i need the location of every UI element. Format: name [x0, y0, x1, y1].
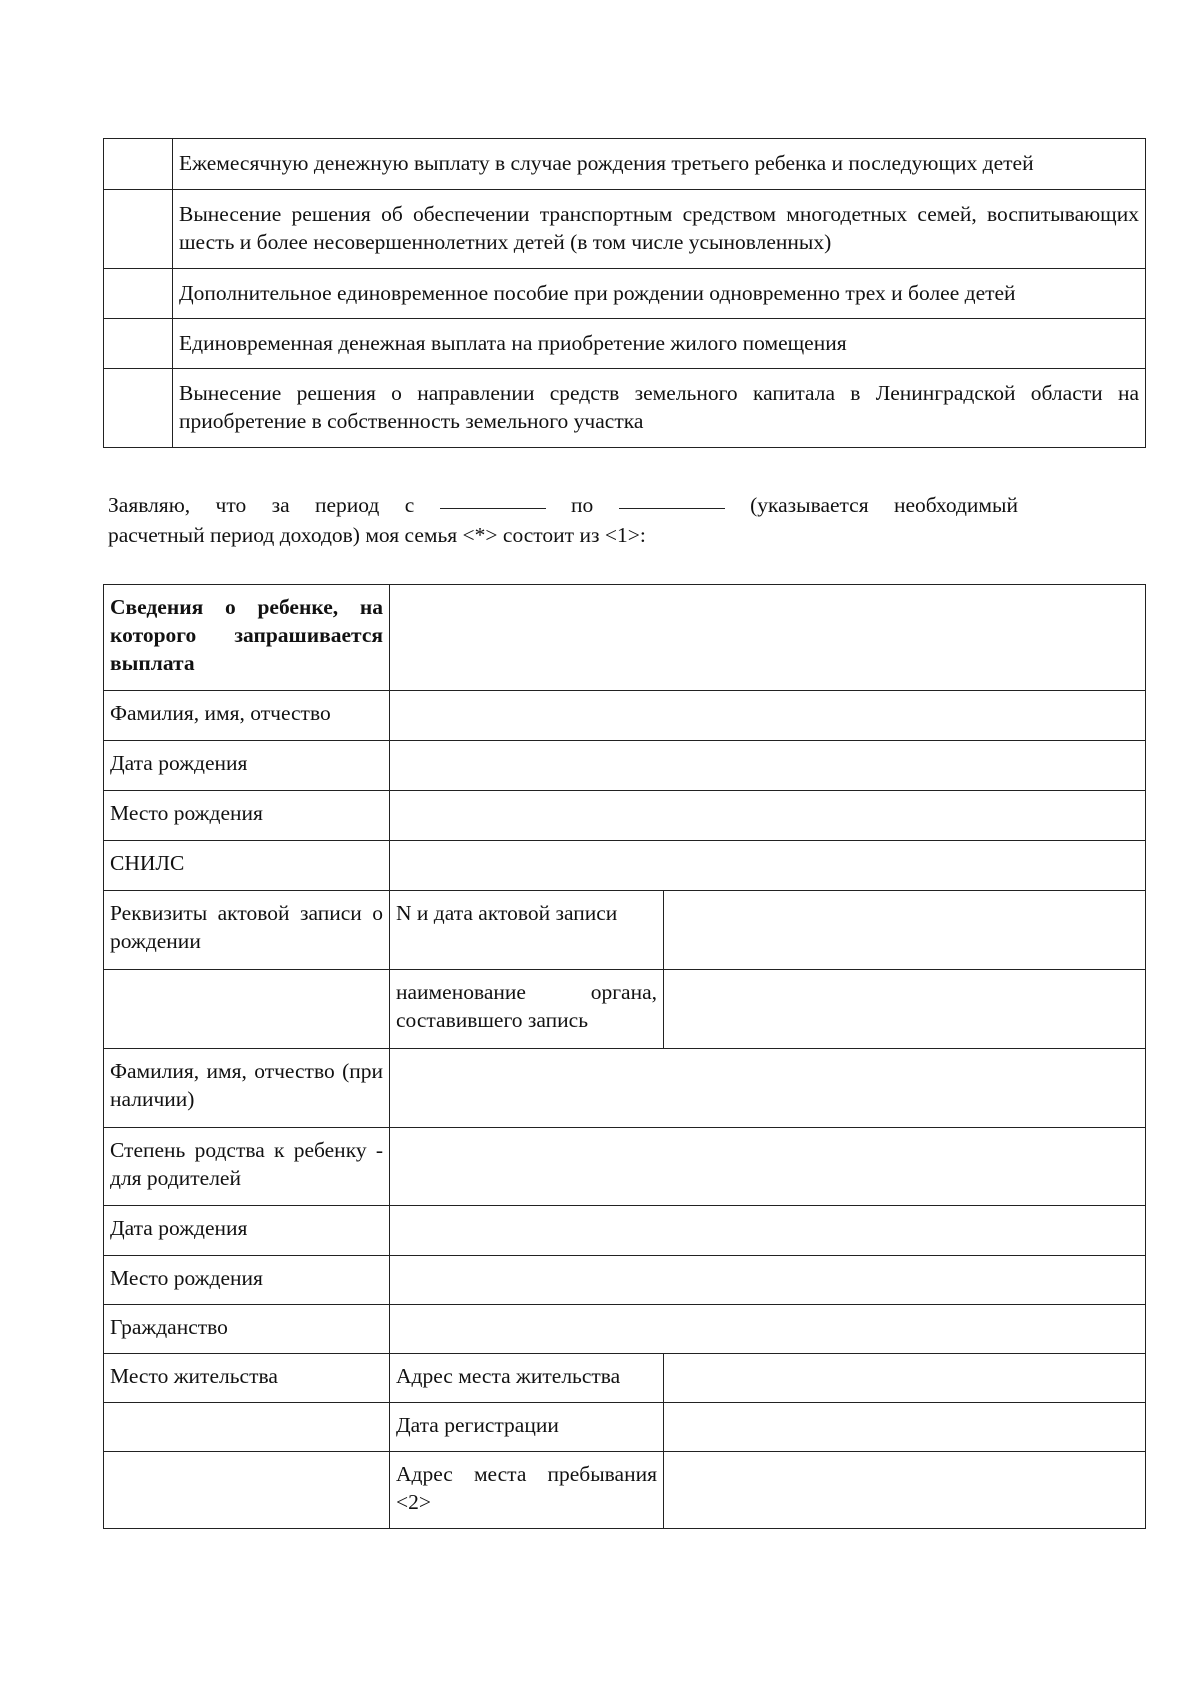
- parent-birth-place-label: Место рождения: [104, 1256, 390, 1305]
- child-name-field[interactable]: [390, 691, 1146, 741]
- benefits-table: [103, 138, 1146, 448]
- benefit-label: Ежемесячную денежную выплату в случае рождения третьего ребенка и последующих детей: [173, 139, 1146, 190]
- citizenship-label: Гражданство: [104, 1305, 390, 1354]
- stay-address-label: Адрес места пребывания <2>: [390, 1452, 664, 1529]
- benefit-checkbox[interactable]: [104, 369, 173, 448]
- stay-address-field[interactable]: [664, 1452, 1146, 1529]
- child-info-header: Сведения о ребенке, на которого запрашивается выплата: [104, 585, 390, 691]
- benefit-row: [104, 269, 1146, 319]
- parent-name-label: Фамилия, имя, отчество (при наличии): [104, 1049, 390, 1128]
- residence-address-label: Адрес места жительства: [390, 1354, 664, 1403]
- declaration-word: что: [215, 493, 247, 517]
- declaration-word: (указывается: [750, 493, 869, 517]
- relation-label: Степень родства к ребенку - для родителей: [104, 1128, 390, 1206]
- parent-name-field[interactable]: [390, 1049, 1146, 1128]
- citizenship-field[interactable]: [390, 1305, 1146, 1354]
- empty-cell: [104, 1452, 390, 1529]
- parent-birth-date-field[interactable]: [390, 1206, 1146, 1256]
- benefit-checkbox[interactable]: [104, 269, 173, 319]
- benefit-label: Дополнительное единовременное пособие при рождении одновременно трех и более детей: [173, 269, 1146, 319]
- declaration-word: с: [404, 493, 415, 517]
- benefit-checkbox[interactable]: [104, 319, 173, 369]
- parent-birth-place-field[interactable]: [390, 1256, 1146, 1305]
- record-number-label: N и дата актовой записи: [390, 891, 664, 970]
- parent-birth-date-label: Дата рождения: [104, 1206, 390, 1256]
- residence-label: Место жительства: [104, 1354, 390, 1403]
- record-authority-label: наименование органа, составившего запись: [390, 970, 664, 1049]
- child-info-table: [103, 584, 1146, 1529]
- benefit-row: [104, 190, 1146, 269]
- declaration-word: по: [571, 493, 594, 517]
- birth-record-label: Реквизиты актовой записи о рождении: [104, 891, 390, 970]
- child-info-header-value[interactable]: [390, 585, 1146, 691]
- registration-date-label: Дата регистрации: [390, 1403, 664, 1452]
- declaration-word: период: [315, 493, 380, 517]
- benefit-row: [104, 319, 1146, 369]
- child-birth-place-label: Место рождения: [104, 791, 390, 841]
- benefit-label: Вынесение решения о направлении средств земельного капитала в Ленинградской области на приобретение в собственность земельного участка: [173, 369, 1146, 448]
- child-birth-date-field[interactable]: [390, 741, 1146, 791]
- declaration-word: Заявляю,: [108, 493, 191, 517]
- benefit-row: [104, 139, 1146, 190]
- benefit-label: Вынесение решения об обеспечении транспортным средством многодетных семей, воспитывающих шесть и более несовершеннолетних детей (в том числе усыновленных): [173, 190, 1146, 269]
- empty-cell: [104, 970, 390, 1049]
- child-birth-date-label: Дата рождения: [104, 741, 390, 791]
- child-name-label: Фамилия, имя, отчество: [104, 691, 390, 741]
- period-from-field[interactable]: [440, 490, 546, 509]
- snils-field[interactable]: [390, 841, 1146, 891]
- declaration-line-2: расчетный период доходов) моя семья <*> состоит из <1>:: [108, 523, 646, 547]
- period-to-field[interactable]: [619, 490, 725, 509]
- relation-field[interactable]: [390, 1128, 1146, 1206]
- empty-cell: [104, 1403, 390, 1452]
- benefit-checkbox[interactable]: [104, 139, 173, 190]
- benefit-checkbox[interactable]: [104, 190, 173, 269]
- record-authority-field[interactable]: [664, 970, 1146, 1049]
- declaration-paragraph: [108, 490, 1018, 550]
- residence-address-field[interactable]: [664, 1354, 1146, 1403]
- declaration-word: за: [271, 493, 290, 517]
- benefit-label: Единовременная денежная выплата на приобретение жилого помещения: [173, 319, 1146, 369]
- declaration-word: необходимый: [894, 493, 1018, 517]
- registration-date-field[interactable]: [664, 1403, 1146, 1452]
- record-number-field[interactable]: [664, 891, 1146, 970]
- child-birth-place-field[interactable]: [390, 791, 1146, 841]
- snils-label: СНИЛС: [104, 841, 390, 891]
- benefit-row: [104, 369, 1146, 448]
